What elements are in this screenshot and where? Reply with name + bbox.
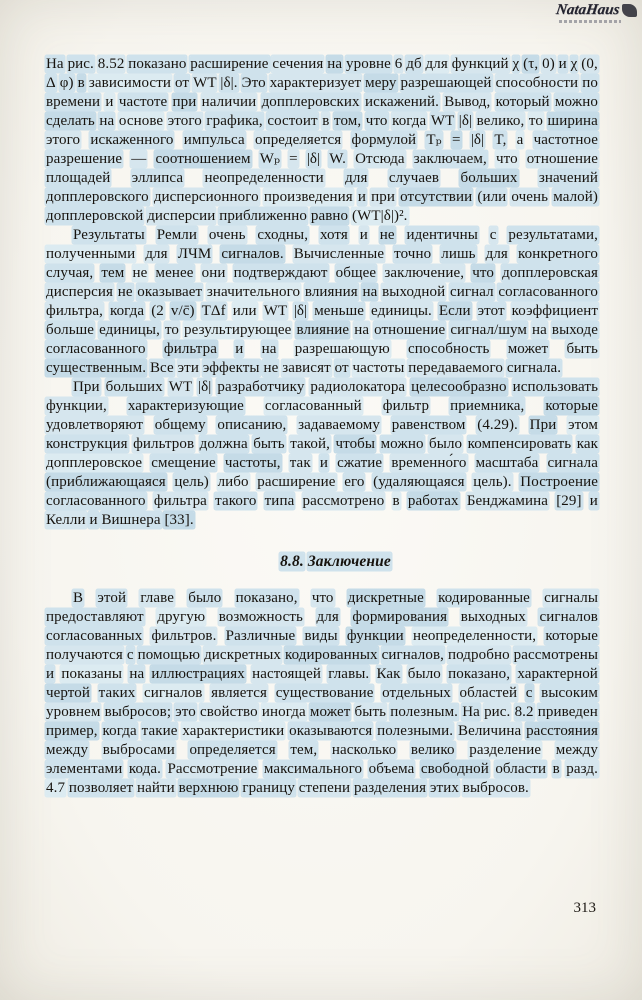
page-text-block	[46, 55, 598, 798]
section-heading: 8.8. Заключение	[280, 553, 391, 570]
watermark-brand: NataHaus	[554, 2, 621, 18]
paragraph-3: При больших WT |δ| разработчику радиолокатора целесообразно использовать функции, характеризующие согласованный фильтр приемника, которые удовлетворяют общему описанию, задаваемому равенством (4.29). При этом конструкция фильтров должна быть такой, чтобы можно было компенсировать как допплеровское смещение частоты, так и сжатие временно́го масштаба сигнала (приближающаяся цель) либо расширение его (удаляющаяся цель). Построение согласованного фильтра такого типа рассмотрено в работах Бенджамина [29] и Келли и Вишнера [33].	[46, 379, 599, 528]
paragraph-1: На рис. 8.52 показано расширение сечения на уровне 6 дб для функций χ (τ, 0) и χ (0, Δ φ) в зависимости от WT |δ|. Это характеризует меру разрешающей способности по времени и частоте при наличии допплеровских искажений. Вывод, который можно сделать на основе этого графика, состоит в том, что когда WT |δ| велико, то ширина этого искаженного импульса определяется формулой Tₚ = |δ| T, а частотное разрешение — соотношением Wₚ = |δ| W. Отсюда заключаем, что отношение площадей эллипса неопределенности для случаев больших значений допплеровского дисперсионного произведения и при отсутствии (или очень малой) допплеровской дисперсии приближенно равно (WT|δ|)².	[46, 56, 599, 224]
watermark-row	[556, 2, 637, 19]
watermark-emblem-icon	[622, 4, 637, 17]
natahaus-watermark	[556, 2, 637, 23]
page-number: 313	[573, 900, 596, 916]
watermark-caption-line	[559, 20, 621, 23]
paragraph-2: Результаты Ремли очень сходны, хотя и не идентичны с результатами, полученными для ЛЧМ сигналов. Вычисленные точно лишь для конкретного случая, тем не менее они подтверждают общее заключение, что допплеровская дисперсия не оказывает значительного влияния на выходной сигнал согласованного фильтра, когда (2 v/c̄) TΔf или WT |δ| меньше единицы. Если этот коэффициент больше единицы, то результирующее влияние на отношение сигнал/шум на выходе согласованного фильтра и на разрешающую способность может быть существенным. Все эти эффекты не зависят от частоты передаваемого сигнала.	[46, 227, 599, 376]
paragraph-4: В этой главе было показано, что дискретные кодированные сигналы предоставляют другую возможность для формирования выходных сигналов согласованных фильтров. Различные виды функции неопределенности, которые получаются с помощью дискретных кодированных сигналов, подробно рассмотрены и показаны на иллюстрациях настоящей главы. Как было показано, характерной чертой таких сигналов является существование отдельных областей с высоким уровнем выбросов; это свойство иногда может быть полезным. На рис. 8.2 приведен пример, когда такие характеристики оказываются полезными. Величина расстояния между выбросами определяется тем, насколько велико разделение между элементами кода. Рассмотрение максимального объема свободной области в разд. 4.7 позволяет найти верхнюю границу степени разделения этих выбросов.	[46, 590, 599, 796]
